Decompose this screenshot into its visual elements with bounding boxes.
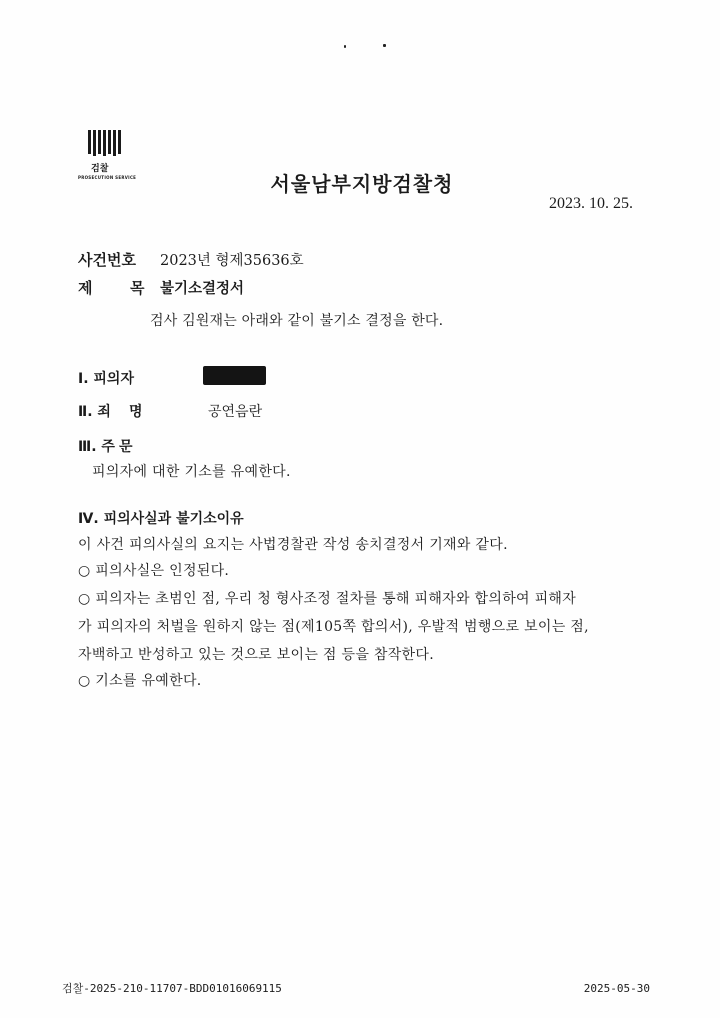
logo-subtitle: PROSECUTION SERVICE <box>78 175 137 180</box>
section-2-label-sub: 명 <box>128 404 151 420</box>
office-title: 서울남부지방검찰청 <box>270 172 454 196</box>
section-2-label <box>78 401 150 421</box>
reason-line: ○ 기소를 유예한다. <box>78 673 202 689</box>
reason-line: ○ 피의자는 초범인 점, 우리 청 형사조정 절차를 통해 피해자와 합의하여 피해자 <box>78 591 577 607</box>
reason-line: 가 피의자의 처벌을 원하지 않는 점(제105쪽 합의서), 우발적 범행으로 보이는 점, <box>78 619 589 635</box>
subject-label-part-b: 목 <box>130 279 145 297</box>
subject-label-part-a: 제 <box>78 279 93 297</box>
reason-line: 이 사건 피의사실의 요지는 사법경찰관 작성 송치결정서 기재와 같다. <box>78 537 508 553</box>
reason-line: 자백하고 반성하고 있는 것으로 보이는 점 등을 참작한다. <box>78 647 434 663</box>
logo-word: 검찰 <box>91 164 109 174</box>
footer-print-date: 2025-05-30 <box>583 982 650 995</box>
scan-speck <box>383 44 386 47</box>
section-4-label: Ⅳ. 피의사실과 불기소이유 <box>78 511 244 527</box>
document-date: 2023. 10. 25. <box>549 195 633 212</box>
logo-bars-icon <box>88 130 121 156</box>
subject-value: 불기소결정서 <box>160 281 245 297</box>
section-3-label-sub: 문 <box>118 439 141 455</box>
case-number-value: 2023년 형제35636호 <box>160 253 304 269</box>
scan-speck <box>344 45 346 48</box>
section-3-label-main: Ⅲ. 주 <box>78 439 115 455</box>
case-number-label: 사건번호 <box>78 251 136 269</box>
charge-value: 공연음란 <box>208 404 263 420</box>
section-1-label: Ⅰ. 피의자 <box>78 371 134 387</box>
redacted-name-block <box>203 366 266 385</box>
disposition-text: 피의자에 대한 기소를 유예한다. <box>92 464 291 480</box>
subject-label <box>78 277 145 298</box>
section-2-label-main: Ⅱ. 죄 <box>78 404 111 420</box>
reason-line: ○ 피의사실은 인정된다. <box>78 563 230 579</box>
section-3-label <box>78 436 140 456</box>
decision-intro: 검사 김원재는 아래와 같이 불기소 결정을 한다. <box>150 313 444 329</box>
footer-document-id: 검찰-2025-210-11707-BDD01016069115 <box>62 982 282 995</box>
